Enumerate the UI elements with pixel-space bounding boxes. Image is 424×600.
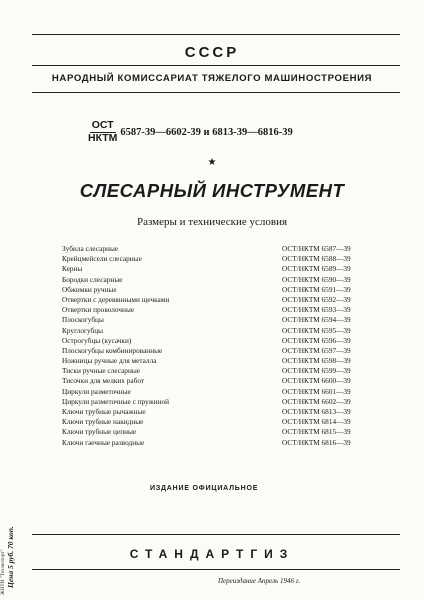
list-item <box>62 346 380 356</box>
list-item <box>62 295 380 305</box>
rule-under-country <box>32 65 400 66</box>
printer-label: ЖНТИ "Техэкспорт" <box>0 549 6 595</box>
item-standard-code: ОСТ/НКТМ 6595—39 <box>282 325 351 335</box>
item-name: Тисочки для мелких работ <box>62 376 145 386</box>
country-heading: СССР <box>184 44 240 61</box>
item-standard-code: ОСТ/НКТМ 6815—39 <box>282 427 351 437</box>
item-name: Керны <box>62 264 83 274</box>
item-name: Ключи трубные рычажные <box>62 407 146 416</box>
list-item <box>62 315 380 325</box>
standard-denominator: НКТМ <box>88 131 118 144</box>
star-ornament: ★ <box>207 157 217 168</box>
list-item <box>62 336 380 346</box>
item-standard-code: ОСТ/НКТМ 6594—39 <box>282 315 351 325</box>
item-name: Отвертки проволочные <box>62 305 135 315</box>
rule-under-ministry <box>32 92 400 93</box>
item-standard-code: ОСТ/НКТМ 6602—39 <box>282 396 351 406</box>
standard-designation <box>88 120 293 144</box>
standard-numbers: 6587-39—6602-39 и 6813-39—6816-39 <box>120 126 293 138</box>
list-item <box>62 305 380 315</box>
item-standard-code: ОСТ/НКТМ 6592—39 <box>282 294 351 304</box>
document-title: СЛЕСАРНЫЙ ИНСТРУМЕНТ <box>79 180 345 201</box>
list-item <box>62 275 380 285</box>
top-rule <box>32 34 400 35</box>
item-standard-code: ОСТ/НКТМ 6587—39 <box>282 244 351 253</box>
list-item <box>62 244 380 254</box>
standard-numerator: ОСТ <box>91 119 114 131</box>
list-item <box>62 397 380 407</box>
item-name: Циркули разметочные <box>62 386 131 396</box>
standards-list <box>62 244 380 448</box>
list-item <box>62 254 380 264</box>
item-standard-code: ОСТ/НКТМ 6816—39 <box>282 437 351 447</box>
item-name: Ключи трубные цепные <box>62 427 137 437</box>
item-standard-code: ОСТ/НКТМ 6593—39 <box>282 305 351 315</box>
item-name: Острогубцы (кусачки) <box>62 335 132 345</box>
list-item <box>62 438 380 448</box>
item-name: Ключи трубные накидные <box>62 417 144 427</box>
item-standard-code: ОСТ/НКТМ 6813—39 <box>282 407 351 416</box>
item-name: Плоскогубцы <box>62 315 104 325</box>
item-name: Циркули разметочные с пружиной <box>62 396 170 406</box>
item-name: Плоскогубцы комбинированные <box>62 345 163 355</box>
item-name: Обжимки ручные <box>62 284 117 294</box>
edition-note: ИЗДАНИЕ ОФИЦИАЛЬНОЕ <box>150 485 259 492</box>
list-item <box>62 366 380 376</box>
document-subtitle: Размеры и технические условия <box>136 216 288 228</box>
item-standard-code: ОСТ/НКТМ 6597—39 <box>282 345 351 355</box>
list-item <box>62 417 380 427</box>
list-item <box>62 285 380 295</box>
standard-fraction <box>88 120 117 144</box>
list-item <box>62 326 380 336</box>
item-standard-code: ОСТ/НКТМ 6601—39 <box>282 386 351 396</box>
list-item <box>62 407 380 417</box>
item-standard-code: ОСТ/НКТМ 6589—39 <box>282 264 351 274</box>
item-name: Зубила слесарные <box>62 244 119 253</box>
publisher-name: СТАНДАРТГИЗ <box>129 547 295 561</box>
item-name: Круглогубцы <box>62 325 104 335</box>
rule-above-publisher <box>32 534 400 535</box>
list-item <box>62 264 380 274</box>
reprint-note: Переиздание Апрель 1946 г. <box>218 577 301 585</box>
item-name: Ключи гаечные разводные <box>62 437 145 447</box>
list-item <box>62 376 380 386</box>
item-standard-code: ОСТ/НКТМ 6590—39 <box>282 274 351 284</box>
ministry-heading: НАРОДНЫЙ КОМИССАРИАТ ТЯЖЕЛОГО МАШИНОСТРОЕНИЯ <box>51 73 373 84</box>
item-standard-code: ОСТ/НКТМ 6600—39 <box>282 376 351 386</box>
item-name: Крейцмейсели слесарные <box>62 254 142 264</box>
item-name: Отвертки с деревянными щечками <box>62 294 170 304</box>
item-name: Ножницы ручные для металла <box>62 356 157 366</box>
item-standard-code: ОСТ/НКТМ 6599—39 <box>282 366 351 376</box>
item-standard-code: ОСТ/НКТМ 6814—39 <box>282 417 351 427</box>
item-standard-code: ОСТ/НКТМ 6598—39 <box>282 356 351 366</box>
item-name: Бородки слесарные <box>62 274 123 284</box>
item-name: Тиски ручные слесарные <box>62 366 140 376</box>
price-label: Цена 5 руб. 70 коп. <box>6 526 15 588</box>
item-standard-code: ОСТ/НКТМ 6596—39 <box>282 335 351 345</box>
rule-below-publisher <box>32 569 400 570</box>
list-item <box>62 427 380 437</box>
item-standard-code: ОСТ/НКТМ 6588—39 <box>282 254 351 264</box>
item-standard-code: ОСТ/НКТМ 6591—39 <box>282 284 351 294</box>
list-item <box>62 387 380 397</box>
list-item <box>62 356 380 366</box>
